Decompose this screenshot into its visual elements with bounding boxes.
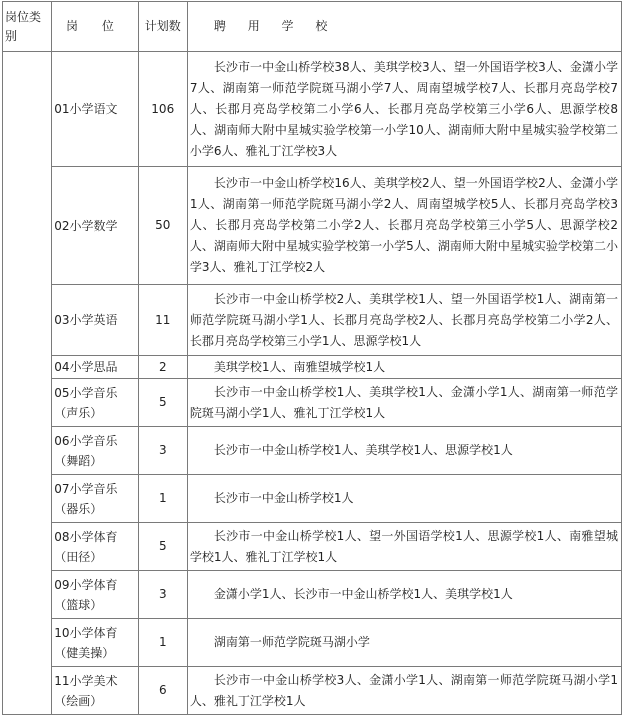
schools-cell: 长沙市一中金山桥学校1人、美琪学校1人、金潇小学1人、湖南第一师范学院斑马湖小学1人、雅礼丁江学校1人	[187, 379, 621, 427]
table-row	[3, 167, 622, 285]
schools-cell: 长沙市一中金山桥学校1人	[187, 475, 621, 523]
schools-cell: 长沙市一中金山桥学校38人、美琪学校3人、望一外国语学校3人、金潇小学7人、湖南第一师范学院斑马湖小学7人、周南望城学校7人、长郡月亮岛学校7人、长郡月亮岛学校第二小学6人、长郡月亮岛学校第三小学6人、思源学校8人、湖南师大附中星城实验学校第一小学10人、湖南师大附中星城实验学校第二小学6人、雅礼丁江学校3人	[187, 52, 621, 167]
table-row	[3, 667, 622, 715]
plan-cell: 11	[138, 285, 187, 356]
post-cell: 01小学语文	[52, 52, 138, 167]
plan-cell: 5	[138, 379, 187, 427]
schools-cell: 长沙市一中金山桥学校2人、美琪学校1人、望一外国语学校1人、湖南第一师范学院斑马湖小学1人、长郡月亮岛学校2人、长郡月亮岛学校第二小学2人、长郡月亮岛学校第三小学1人、思源学校1人	[187, 285, 621, 356]
plan-cell: 106	[138, 52, 187, 167]
table-row	[3, 285, 622, 356]
post-cell: 07小学音乐（器乐）	[52, 475, 138, 523]
header-schools: 聘 用 学 校	[187, 2, 621, 52]
post-cell: 10小学体育（健美操）	[52, 619, 138, 667]
post-cell: 08小学体育（田径）	[52, 523, 138, 571]
schools-cell: 金潇小学1人、长沙市一中金山桥学校1人、美琪学校1人	[187, 571, 621, 619]
schools-cell: 长沙市一中金山桥学校1人、美琪学校1人、思源学校1人	[187, 427, 621, 475]
post-cell: 09小学体育（篮球）	[52, 571, 138, 619]
schools-cell: 湖南第一师范学院斑马湖小学	[187, 619, 621, 667]
plan-cell: 1	[138, 475, 187, 523]
schools-cell: 长沙市一中金山桥学校3人、金潇小学1人、湖南第一师范学院斑马湖小学1人、雅礼丁江学校1人	[187, 667, 621, 715]
table-row	[3, 427, 622, 475]
post-cell: 11小学美术（绘画）	[52, 667, 138, 715]
post-cell: 03小学英语	[52, 285, 138, 356]
header-post: 岗 位	[52, 2, 138, 52]
post-cell: 04小学思品	[52, 356, 138, 379]
table-row	[3, 619, 622, 667]
plan-cell: 2	[138, 356, 187, 379]
header-plan: 计划数	[138, 2, 187, 52]
plan-cell: 5	[138, 523, 187, 571]
plan-cell: 1	[138, 619, 187, 667]
table-row	[3, 523, 622, 571]
plan-cell: 3	[138, 571, 187, 619]
schools-cell: 长沙市一中金山桥学校16人、美琪学校2人、望一外国语学校2人、金潇小学1人、湖南第一师范学院斑马湖小学2人、周南望城学校5人、长郡月亮岛学校3人、长郡月亮岛学校第二小学2人、长郡月亮岛学校第三小学5人、思源学校2人、湖南师大附中星城实验学校第一小学5人、湖南师大附中星城实验学校第二小学3人、雅礼丁江学校2人	[187, 167, 621, 285]
post-cell: 06小学音乐（舞蹈）	[52, 427, 138, 475]
plan-cell: 3	[138, 427, 187, 475]
recruitment-table	[2, 1, 622, 715]
table-row	[3, 475, 622, 523]
post-cell: 05小学音乐（声乐）	[52, 379, 138, 427]
schools-cell: 美琪学校1人、南雅望城学校1人	[187, 356, 621, 379]
post-cell: 02小学数学	[52, 167, 138, 285]
table-header-row	[3, 2, 622, 52]
table-row	[3, 356, 622, 379]
plan-cell: 50	[138, 167, 187, 285]
header-category: 岗位类别	[3, 2, 52, 52]
table-row	[3, 379, 622, 427]
category-cell	[3, 52, 52, 715]
table-row	[3, 571, 622, 619]
schools-cell: 长沙市一中金山桥学校1人、望一外国语学校1人、思源学校1人、南雅望城学校1人、雅礼丁江学校1人	[187, 523, 621, 571]
plan-cell: 6	[138, 667, 187, 715]
table-row	[3, 52, 622, 167]
